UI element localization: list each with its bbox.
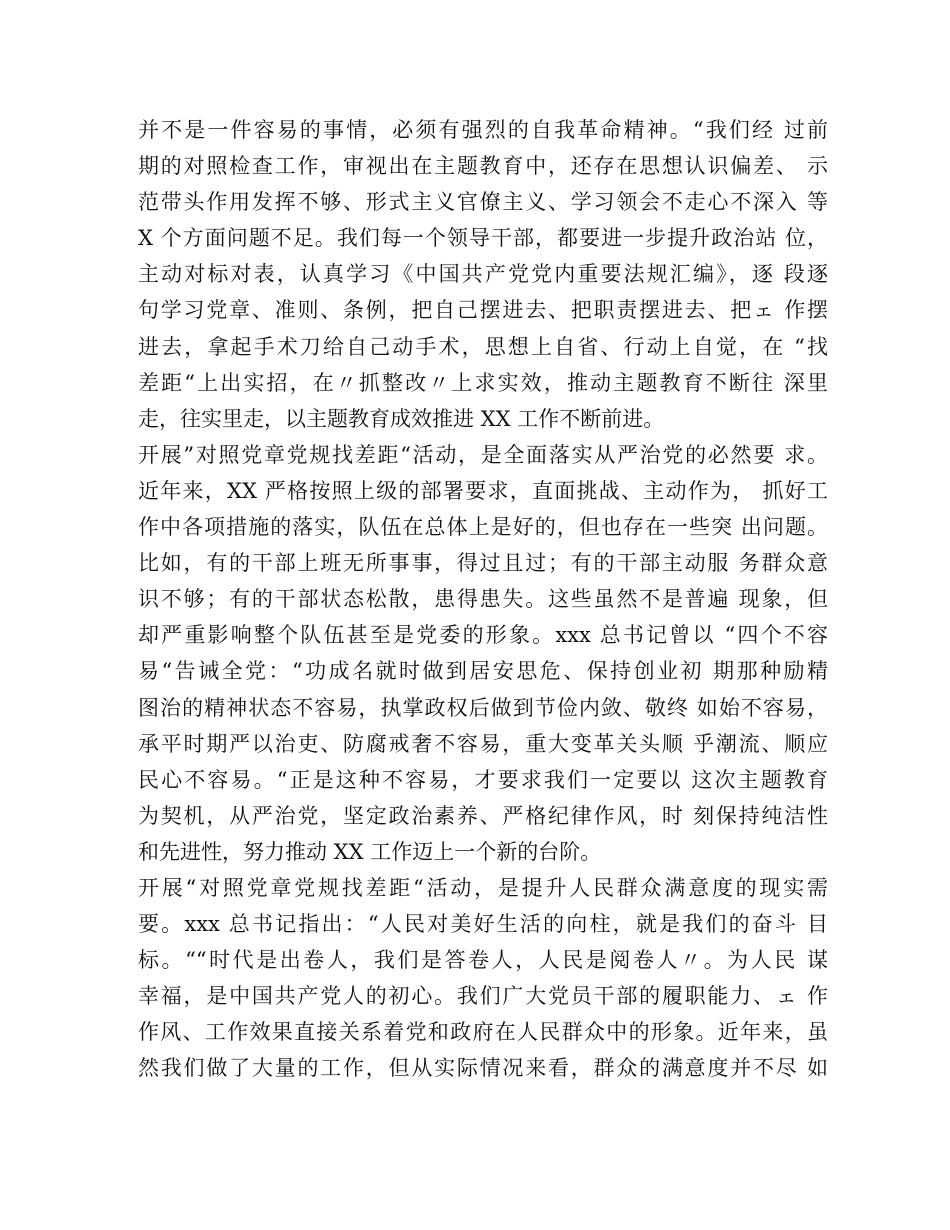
document-body-text	[138, 112, 828, 1087]
text-line: 为契机，从严治党，坚定政治素养、严格纪律作风，时 刻保持纯洁性	[138, 803, 828, 828]
text-line: 走，往实里走，以主题教育成效推进 XX 工作不断前进。	[138, 406, 665, 431]
text-line: 句学习党章、准则、条例，把自己摆进去、把职责摆进去、把ェ 作摆	[138, 298, 828, 323]
text-line: 近年来，XX 严格按照上级的部署要求，直面挑战、主动作为， 抓好工	[138, 478, 828, 503]
text-line: 作中各项措施的落实，队伍在总体上是好的，但也存在一些突 出问题。	[138, 515, 828, 540]
text-line: 比如，有的干部上班无所事事，得过且过；有的干部主动服 务群众意	[138, 551, 828, 576]
text-line: 易“告诫全党：“功成名就时做到居安思危、保持创业初 期那种励精	[138, 659, 828, 684]
text-line: 然我们做了大量的工作，但从实际情况来看，群众的满意度并不尽 如	[138, 1056, 828, 1081]
text-line: 和先进性，努力推动 XX 工作迈上一个新的台阶。	[138, 839, 602, 864]
text-line: 民心不容易。“正是这种不容易，才要求我们一定要以 这次主题教育	[138, 767, 828, 792]
text-line: 期的对照检查工作，审视出在主题教育中，还存在思想认识偏差、 示	[138, 154, 828, 179]
text-line: 范带头作用发挥不够、形式主义官僚主义、学习领会不走心不深入 等	[138, 190, 828, 215]
text-line: 并不是一件容易的事情，必须有强烈的自我革命精神。“我们经 过前	[138, 118, 828, 142]
text-line: 进去，拿起手术刀给自己动手术，思想上自省、行动上自觉，在 “找	[138, 334, 828, 359]
text-line: 却严重影响整个队伍甚至是党委的形象。xxx 总书记曾以 “四个不容	[138, 623, 828, 648]
text-line: 主动对标对表，认真学习《中国共产党党内重要法规汇编》，逐 段逐	[138, 262, 828, 287]
text-line: X 个方面问题不足。我们每一个领导干部，都要进一步提升政治站 位，	[138, 226, 828, 251]
text-line: 识不够；有的干部状态松散，患得患失。这些虽然不是普遍 现象，但	[138, 587, 828, 612]
text-line: 承平时期严以治吏、防腐戒奢不容易，重大变革关头顺 乎潮流、顺应	[138, 731, 828, 756]
text-line: 标。““时代是出卷人，我们是答卷人，人民是阅卷人〃。为人民 谋	[138, 948, 828, 973]
text-line: 图治的精神状态不容易，执掌政权后做到节俭内敛、敬终 如始不容易，	[138, 695, 828, 720]
text-line: 差距“上出实招，在〃抓整改〃上求实效，推动主题教育不断往 深里	[138, 370, 828, 395]
text-line: 开展“对照党章党规找差距“活动，是提升人民群众满意度的现实需	[138, 875, 828, 900]
text-line: 开展”对照党章党规找差距“活动，是全面落实从严治党的必然要 求。	[138, 442, 828, 467]
text-line: 要。xxx 总书记指出：“人民对美好生活的向柱，就是我们的奋斗 目	[138, 912, 828, 937]
text-line: 幸福，是中国共产党人的初心。我们广大党员干部的履职能力、ェ 作	[138, 984, 828, 1009]
text-line: 作风、工作效果直接关系着党和政府在人民群众中的形象。近年来，虽	[138, 1020, 828, 1045]
